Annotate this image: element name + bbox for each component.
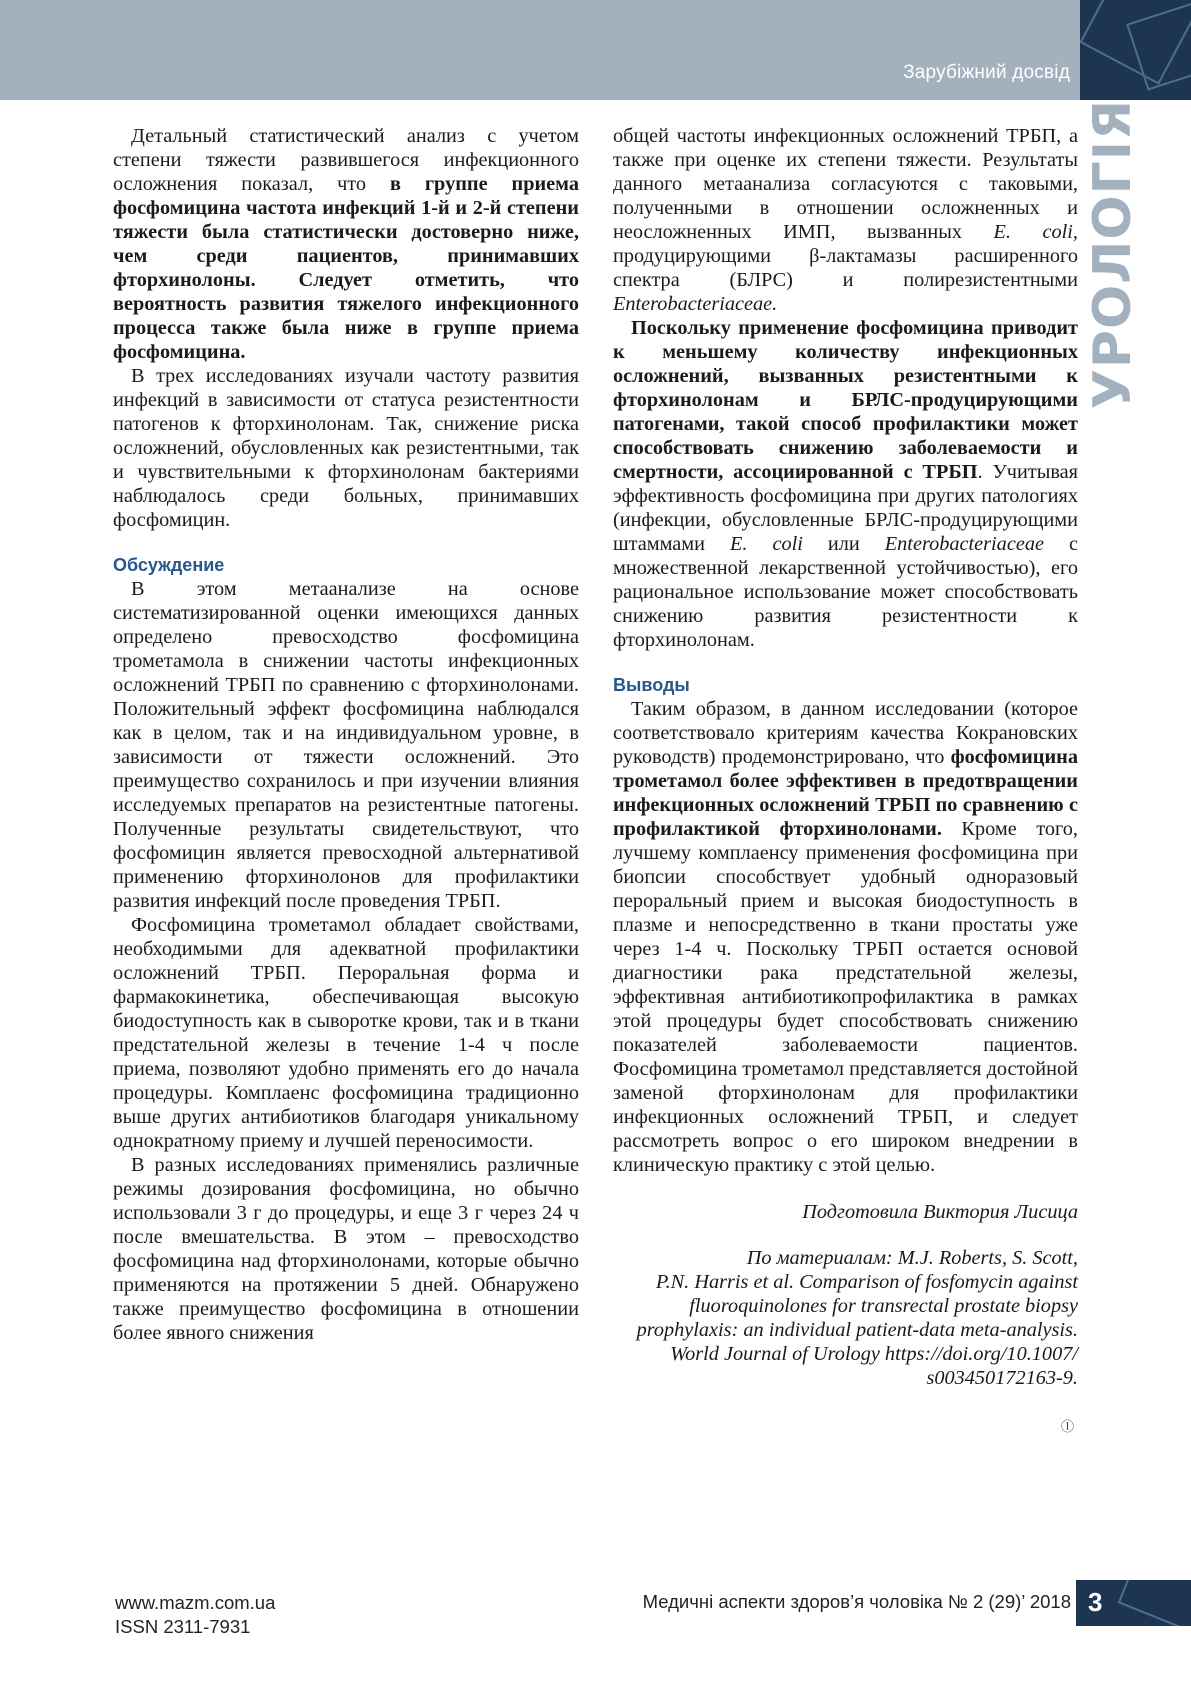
source-line: P.N. Harris et al. Comparison of fosfomycin against bbox=[655, 1271, 1078, 1293]
article-end-icon: Ⓘ bbox=[1060, 1420, 1074, 1435]
website: www.mazm.com.ua bbox=[115, 1592, 276, 1613]
paragraph-text: Детальный статистический анализ с учетом степени тяжести развившегося инфекционного осложнения показал, что bbox=[113, 125, 579, 195]
page-number-box bbox=[1076, 1580, 1191, 1626]
paragraph: Фосфомицина трометамол обладает свойствами, необходимыми для адекватной профилактики осложнений ТРБП. Пероральная форма и фармакокинетика, обеспечивающая высокую биодоступность как в сыворотке крови, так и в ткани предстательной железы в течение 1-4 ч после приема, позволяют удобно применять его до начала процедуры. Комплаенс фосфомицина традиционно выше других антибиотиков благодаря уникальному однократному приему и лучшей переносимости. bbox=[113, 914, 579, 1152]
footer-left bbox=[115, 1591, 275, 1639]
species-name: E. coli, bbox=[993, 221, 1078, 243]
prepared-by: Подготовила Виктория Лисица bbox=[802, 1201, 1078, 1223]
paragraph-bold-text: фосфомицина трометамол более эффективен в предотвращении инфекционных осложнений ТРБП по сравнению с профилактикой фторхинолонами. bbox=[613, 746, 1078, 840]
rubric-vertical bbox=[1083, 98, 1143, 410]
source-reference bbox=[613, 1246, 1078, 1390]
paragraph bbox=[113, 124, 579, 364]
paragraph: В разных исследованиях применялись различные режимы дозирования фосфомицина, но обычно использовали 3 г до процедуры, и еще 3 г через 24 ч после вмешательства. В этом – превосходство фосфомицина над фторхинолонами, которые обычно применяются на протяжении 5 дней. Обнаружено также преимущество фосфомицина в отношении более явного снижения bbox=[113, 1154, 579, 1344]
decor-line bbox=[1118, 1580, 1191, 1626]
paragraph: В трех исследованиях изучали частоту развития инфекций в зависимости от статуса резистентности патогенов к фторхинолонам. Так, снижение риска осложнений, обусловленных как резистентными, так и чувствительными к фторхинолонам бактериями наблюдалось среди больных, принимавших фосфомицин. bbox=[113, 365, 579, 531]
paragraph-text: Кроме того, лучшему комплаенсу применения фосфомицина при биопсии способствует удобный одноразовый пероральный прием и высокая биодоступность в плазме и непосредственно в ткани простаты уже через 1-4 ч. Поскольку ТРБП остается основой диагностики рака предстательной железы, эффективная антибиотикопрофилактика в рамках этой процедуры будет способствовать снижению показателей заболеваемости пациентов. Фосфомицина трометамол представляется достойной заменой фторхинолонам для профилактики инфекционных осложнений ТРБП, и следует рассмотреть вопрос о его широком внедрении в клиническую практику с этой целью. bbox=[613, 818, 1078, 1176]
source-line: prophylaxis: an individual patient-data meta-analysis. bbox=[636, 1319, 1078, 1341]
paragraph-text: Таким образом, в данном исследовании (которое соответствовало критериям качества Кокрановских руководств) продемонстрировано, что bbox=[613, 698, 1078, 768]
journal-name: Медичні аспекти здоров’я чоловіка № 2 (29)’ 2018 bbox=[642, 1591, 1071, 1612]
source-line: fluoroquinolones for transrectal prostate biopsy bbox=[689, 1295, 1078, 1317]
paragraph-text: или bbox=[802, 533, 885, 555]
header-corner-decoration bbox=[1080, 0, 1191, 100]
species-name: Enterobacteriaceae. bbox=[613, 293, 778, 315]
heading-discussion: Обсуждение bbox=[113, 555, 225, 575]
issn: ISSN 2311-7931 bbox=[115, 1616, 251, 1637]
paragraph-bold-text: Поскольку применение фосфомицина приводит к меньшему количеству инфекционных осложнений, вызванных резистентными к фторхинолонам и БРЛС-продуцирующими патогенами, такой способ профилактики может способствовать снижению заболеваемости и смертности, ассоциированной с ТРБП bbox=[613, 317, 1078, 483]
left-column bbox=[113, 124, 579, 1345]
species-name: Enterobacteriaceae bbox=[884, 533, 1044, 555]
right-column bbox=[613, 124, 1078, 1440]
section-label: Зарубіжний досвід bbox=[903, 62, 1070, 83]
heading-conclusions: Выводы bbox=[613, 675, 690, 695]
paragraph-bold-text: в группе приема фосфомицина частота инфекций 1-й и 2-й степени тяжести была статистически достоверно ниже, чем среди пациентов, принимавших фторхинолоны. Следует отметить, что вероятность развития тяжелого инфекционного процесса также была ниже в группе приема фосфомицина. bbox=[113, 173, 579, 363]
paragraph bbox=[613, 316, 1078, 652]
paragraph-text: продуцирующими β-лактамазы расширенного спектра (БЛРС) и полирезистентными bbox=[613, 245, 1078, 291]
paragraph bbox=[613, 697, 1078, 1177]
paragraph-text: общей частоты инфекционных осложнений ТРБП, а также при оценке их степени тяжести. Результаты данного метаанализа согласуются с таковыми, полученными в отношении осложненных и неосложненных ИМП, вызванных bbox=[613, 125, 1078, 243]
paragraph: В этом метаанализе на основе систематизированной оценки имеющихся данных определено превосходство фосфомицина трометамола в снижении частоты инфекционных осложнений ТРБП по сравнению с фторхинолонами. Положительный эффект фосфомицина наблюдался как в целом, так и на индивидуальном уровне, в зависимости от тяжести осложнений. Это преимущество сохранилось и при изучении влияния исследуемых препаратов на резистентные патогены. Полученные результаты свидетельствуют, что фосфомицин является превосходной альтернативой применению фторхинолонов для профилактики развития инфекций после проведения ТРБП. bbox=[113, 578, 579, 912]
paragraph bbox=[613, 124, 1078, 316]
page-number: 3 bbox=[1088, 1587, 1103, 1617]
rubric-label: УРОЛОГІЯ bbox=[1083, 98, 1143, 410]
header-band bbox=[0, 0, 1080, 100]
source-line: По материалам: M.J. Roberts, S. Scott, bbox=[746, 1247, 1078, 1269]
source-line: s003450172163-9. bbox=[926, 1367, 1078, 1389]
paragraph-text: . Учитывая эффективность фосфомицина при других патологиях (инфекции, обусловленные БРЛС-продуцирующими штаммами bbox=[613, 461, 1078, 555]
paragraph-text: с множественной лекарственной устойчивостью), его рациональное использование может способствовать снижению развития резистентности к фторхинолонам. bbox=[613, 533, 1078, 651]
species-name: E. coli bbox=[729, 533, 803, 555]
source-line: World Journal of Urology https://doi.org/10.1007/ bbox=[670, 1343, 1078, 1365]
